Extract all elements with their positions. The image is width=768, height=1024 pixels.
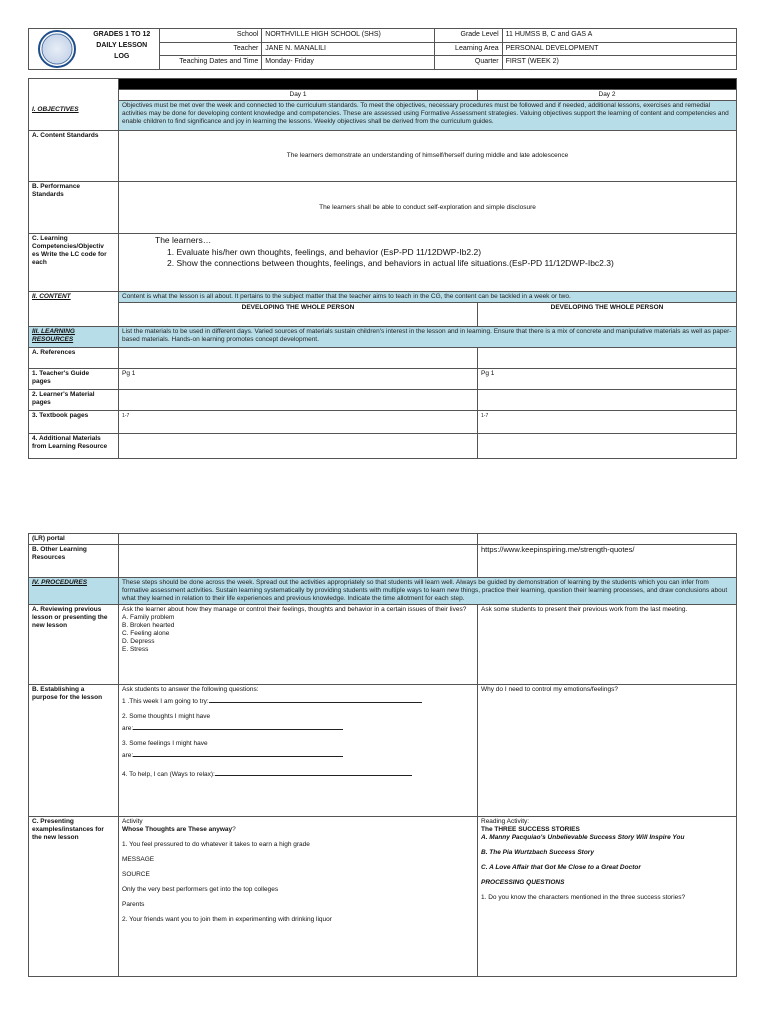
reviewing-day2: Ask some students to present their previous work from the last meeting. bbox=[478, 605, 737, 685]
establishing-q4: 4. To help, I can (Ways to relax): bbox=[122, 771, 215, 778]
procedures-label: IV. PROCEDURES bbox=[29, 578, 119, 605]
performance-standards-text: The learners shall be able to conduct self-exploration and simple disclosure bbox=[119, 182, 737, 234]
content-standards-text: The learners demonstrate an understanding of himself/herself during middle and late adolescence bbox=[119, 131, 737, 182]
competencies-label-line4: each bbox=[32, 259, 47, 266]
message-text: Only the very best performers get into the top colleges bbox=[122, 886, 279, 893]
activity-item-1: 1. You feel pressured to do whatever it takes to earn a high grade bbox=[122, 841, 310, 848]
success-stories-title: The THREE SUCCESS STORIES bbox=[481, 826, 580, 833]
day1-header: Day 1 bbox=[119, 90, 478, 101]
story-a: A. Manny Pacquiao's Unbelievable Success Story Will Inspire You bbox=[481, 834, 685, 841]
dates-value: Monday- Friday bbox=[262, 56, 435, 70]
answer-line-4[interactable] bbox=[215, 767, 412, 776]
deped-seal-cell bbox=[29, 29, 85, 70]
message-label: MESSAGE bbox=[122, 856, 155, 863]
other-label-line2: Resources bbox=[32, 554, 66, 561]
objectives-note: Objectives must be met over the week and connected to the curriculum standards. To meet the objectives, necessary procedures must be followed and if needed, additional lessons, exercises and remedial activities may be done for developing content knowledge and competencies. These are assessed using Formative Assessment strategies. Valuing objectives support the learning of content and competencies and enable children to find significance and joy in learning the lessons. Weekly objectives shall be derived from the curriculum guides. bbox=[119, 101, 737, 131]
story-b: B. The Pia Wurtzbach Success Story bbox=[481, 849, 594, 856]
establishing-day1 bbox=[119, 685, 478, 817]
content-note: Content is what the lesson is all about. It pertains to the subject matter that the teacher aims to teach in the CG, the content can be tackled in a week or two. bbox=[119, 292, 737, 303]
lr-portal-day1 bbox=[119, 534, 478, 545]
lesson-table-page2 bbox=[28, 533, 737, 977]
performance-label-line2: Standards bbox=[32, 191, 64, 198]
teachers-guide-day1: Pg 1 bbox=[119, 369, 478, 390]
log-title bbox=[85, 29, 159, 70]
reviewing-day1 bbox=[119, 605, 478, 685]
option-family: A. Family problem bbox=[122, 614, 175, 621]
school-value: NORTHVILLE HIGH SCHOOL (SHS) bbox=[262, 29, 435, 43]
presenting-day1 bbox=[119, 817, 478, 977]
learners-material-day2 bbox=[478, 390, 737, 411]
content-day1: DEVELOPING THE WHOLE PERSON bbox=[119, 303, 478, 327]
content-label: II. CONTENT bbox=[29, 292, 119, 327]
school-label: School bbox=[159, 29, 262, 43]
establishing-day2: Why do I need to control my emotions/feelings? bbox=[478, 685, 737, 817]
reading-activity-label: Reading Activity: bbox=[481, 818, 530, 825]
textbook-day1: 1-7 bbox=[119, 411, 478, 434]
competencies-label bbox=[29, 234, 119, 292]
references-label: A. References bbox=[29, 348, 119, 369]
reviewing-question: Ask the learner about how they manage or control their feelings, thoughts and behavior in a certain issues of their lives? bbox=[122, 606, 467, 613]
resources-label-line2: RESOURCES bbox=[32, 336, 74, 343]
performance-standards-label bbox=[29, 182, 119, 234]
option-broken: B. Broken hearted bbox=[122, 622, 175, 629]
content-standards-label: A. Content Standards bbox=[29, 131, 119, 182]
processing-q1: 1. Do you know the characters mentioned in the three success stories? bbox=[481, 894, 686, 901]
establishing-label bbox=[29, 685, 119, 817]
processing-questions-label: PROCESSING QUESTIONS bbox=[481, 879, 565, 886]
am-label-line1: 4. Additional Materials bbox=[32, 435, 101, 442]
presenting-day2 bbox=[478, 817, 737, 977]
establishing-q2a: 2. Some thoughts I might have bbox=[122, 713, 211, 720]
other-label-line1: B. Other Learning bbox=[32, 546, 87, 553]
resources-note: List the materials to be used in different days. Varied sources of materials sustain children's interest in the lesson and in learning. Ensure that there is a mix of concrete and manipulative materials as well as paper-based materials. Hands-on learning promotes concept development. bbox=[119, 327, 737, 348]
teacher-label: Teacher bbox=[159, 42, 262, 56]
resources-label-line1: III. LEARNING bbox=[32, 328, 75, 335]
option-stress: E. Stress bbox=[122, 646, 149, 653]
content-day2: DEVELOPING THE WHOLE PERSON bbox=[478, 303, 737, 327]
source-label: SOURCE bbox=[122, 871, 150, 878]
performance-label-line1: B. Performance bbox=[32, 183, 81, 190]
textbook-day2: 1-7 bbox=[478, 411, 737, 434]
competencies-label-line1: C. Learning bbox=[32, 235, 68, 242]
teacher-value: JANE N. MANALILI bbox=[262, 42, 435, 56]
additional-materials-label bbox=[29, 434, 119, 459]
day2-header: Day 2 bbox=[478, 90, 737, 101]
source-text: Parents bbox=[122, 901, 145, 908]
lm-label-line2: pages bbox=[32, 399, 51, 406]
teachers-guide-day2: Pg 1 bbox=[478, 369, 737, 390]
learners-material-day1 bbox=[119, 390, 478, 411]
textbook-label: 3. Textbook pages bbox=[29, 411, 119, 434]
learning-resources-label bbox=[29, 327, 119, 348]
est-label-line2: purpose for the lesson bbox=[32, 694, 103, 701]
references-day1 bbox=[119, 348, 478, 369]
reviewing-label bbox=[29, 605, 119, 685]
lm-label-line1: 2. Learner's Material bbox=[32, 391, 95, 398]
black-bar bbox=[119, 79, 737, 90]
learners-material-label bbox=[29, 390, 119, 411]
header-table bbox=[28, 28, 737, 70]
competencies-label-line2: Competencies/Objectiv bbox=[32, 243, 104, 250]
lesson-table-page1 bbox=[28, 78, 737, 459]
presenting-label bbox=[29, 817, 119, 977]
establishing-q2b: are: bbox=[122, 725, 134, 732]
learning-area-label: Learning Area bbox=[435, 42, 502, 56]
pres-label-line2: examples/instances for bbox=[32, 826, 104, 833]
lr-portal-day2 bbox=[478, 534, 737, 545]
tg-label-line1: 1. Teacher's Guide bbox=[32, 370, 90, 377]
grade-level-label: Grade Level bbox=[435, 29, 502, 43]
establishing-q1: 1 .This week I am going to try: bbox=[122, 698, 209, 705]
est-label-line1: B. Establishing a bbox=[32, 686, 85, 693]
activity-item-2: 2. Your friends want you to join them in experimenting with drinking liquor bbox=[122, 916, 332, 923]
other-resources-day1 bbox=[119, 545, 478, 578]
references-day2 bbox=[478, 348, 737, 369]
title-line2: DAILY LESSON LOG bbox=[96, 42, 148, 60]
establishing-q3b: are: bbox=[122, 752, 134, 759]
activity-title-mark: ? bbox=[232, 826, 236, 833]
am-label-line2: from Learning Resource bbox=[32, 443, 108, 450]
grade-level-value: 11 HUMSS B, C and GAS A bbox=[502, 29, 736, 43]
teachers-guide-label bbox=[29, 369, 119, 390]
option-alone: C. Feeling alone bbox=[122, 630, 170, 637]
additional-materials-day2 bbox=[478, 434, 737, 459]
quarter-value: FIRST (WEEK 2) bbox=[502, 56, 736, 70]
competencies-text bbox=[119, 234, 737, 292]
dates-label: Teaching Dates and Time bbox=[159, 56, 262, 70]
competency-item-2: 2. Show the connections between thoughts, feelings, and behaviors in actual life situations.(EsP-PD 11/12DWP-Ibc2.3) bbox=[167, 258, 614, 268]
tg-label-line2: pages bbox=[32, 378, 51, 385]
competencies-label-line3: es Write the LC code for bbox=[32, 251, 107, 258]
quarter-label: Quarter bbox=[435, 56, 502, 70]
competency-item-1: 1. Evaluate his/her own thoughts, feelings, and behavior (EsP-PD 11/12DWP-Ib2.2) bbox=[167, 246, 482, 257]
answer-line-1[interactable] bbox=[209, 694, 422, 703]
rev-label-line1: A. Reviewing previous bbox=[32, 606, 102, 613]
activity-label: Activity bbox=[122, 818, 143, 825]
deped-seal-icon bbox=[38, 30, 76, 68]
other-resources-label bbox=[29, 545, 119, 578]
activity-title: Whose Thoughts are These anyway bbox=[122, 826, 233, 833]
title-line1: GRADES 1 TO 12 bbox=[93, 31, 151, 38]
procedures-note: These steps should be done across the week. Spread out the activities appropriately so that students will learn well. Always be guided by demonstration of learning by the students which you can infer from formative assessment activities. Sustain learning systematically by providing students with multiple ways to learn new things, practice their learning, question their learning processes, and draw conclusions about what they learned in relation to their life experiences and previous knowledge. Indicate the time allotment for each step. bbox=[119, 578, 737, 605]
rev-label-line2: lesson or presenting the bbox=[32, 614, 108, 621]
story-c: C. A Love Affair that Got Me Close to a Great Doctor bbox=[481, 864, 641, 871]
blank-corner bbox=[29, 79, 119, 90]
option-depress: D. Depress bbox=[122, 638, 155, 645]
additional-materials-day1 bbox=[119, 434, 478, 459]
competencies-intro: The learners… bbox=[155, 235, 212, 245]
lr-portal-label: (LR) portal bbox=[29, 534, 119, 545]
objectives-label: I. OBJECTIVES bbox=[29, 90, 119, 131]
answer-line-3[interactable] bbox=[133, 748, 343, 757]
other-resources-url: https://www.keepinspiring.me/strength-quotes/ bbox=[478, 545, 737, 578]
learning-area-value: PERSONAL DEVELOPMENT bbox=[502, 42, 736, 56]
pres-label-line3: the new lesson bbox=[32, 834, 79, 841]
answer-line-2[interactable] bbox=[133, 721, 343, 730]
establishing-intro: Ask students to answer the following questions: bbox=[122, 686, 259, 693]
establishing-q3a: 3. Some feelings I might have bbox=[122, 740, 208, 747]
rev-label-line3: new lesson bbox=[32, 622, 68, 629]
pres-label-line1: C. Presenting bbox=[32, 818, 74, 825]
